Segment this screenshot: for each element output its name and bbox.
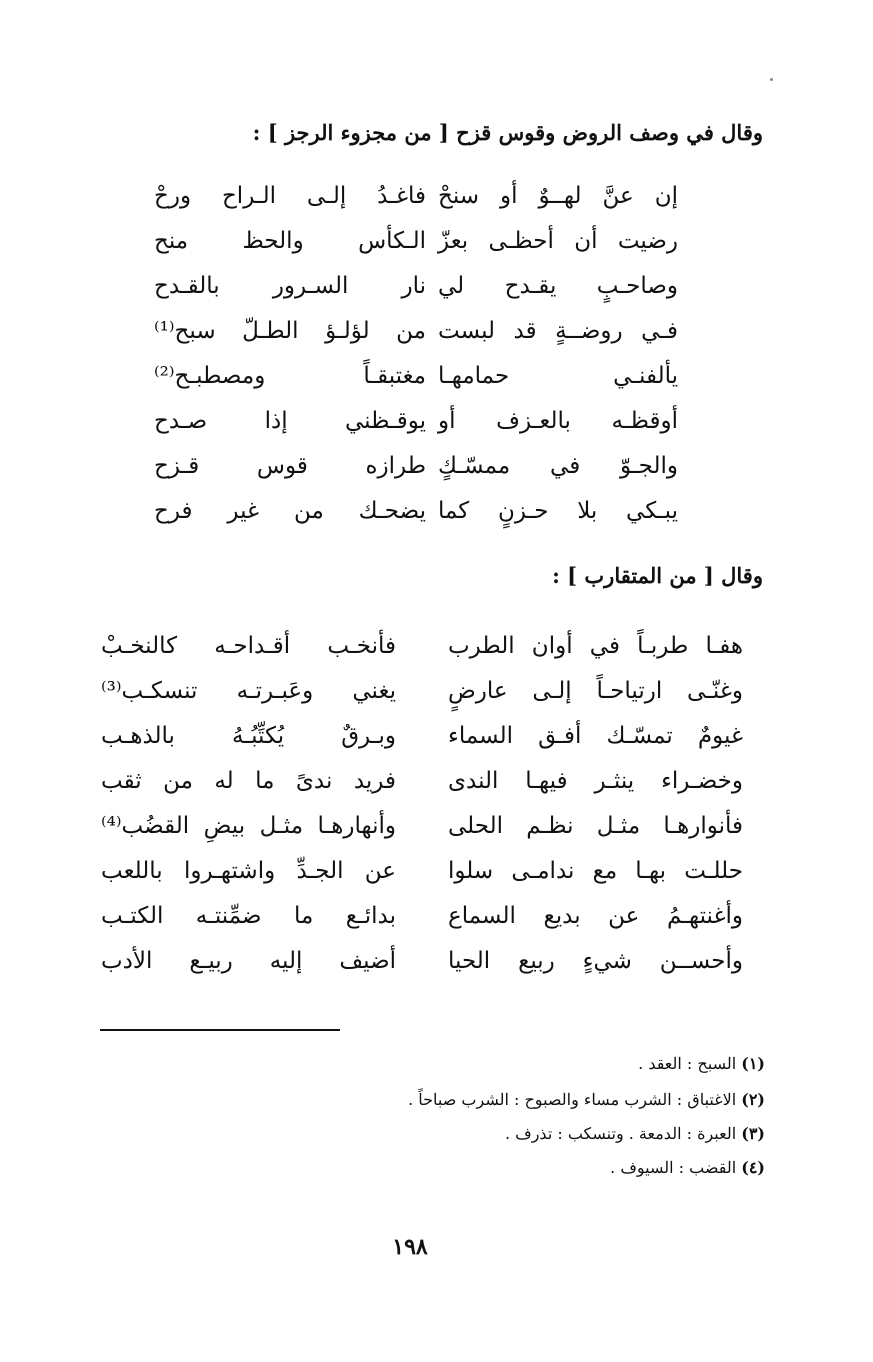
verse-second-hemistich: طرازه قوس قـزح xyxy=(154,453,426,479)
scan-speck xyxy=(770,78,773,81)
verse-first-hemistich: حللـت بهـا مع ندامـى سلوا xyxy=(448,858,743,884)
verse-second-hemistich: فريد ندىً ما له من ثقب xyxy=(101,768,396,794)
verse-second-hemistich: فأنخـب أقـداحـه كالنخـبْ xyxy=(101,633,396,659)
verse-first-hemistich: والجـوّ في ممسّـكٍ xyxy=(438,453,678,479)
poem2-verse xyxy=(0,761,873,801)
section2-heading: وقال [ من المتقارب ] : xyxy=(552,563,763,588)
poem1-verse xyxy=(0,221,873,261)
poem1-verse xyxy=(0,176,873,216)
poem2-verse xyxy=(0,626,873,666)
verse-first-hemistich: أوقظـه بالعـزف أو xyxy=(438,408,678,434)
verse-first-hemistich: وأحســن شيءٍ ربيع الحيا xyxy=(448,948,743,974)
verse-second-hemistich: مغتبقـاً ومصطبـح⁽²⁾ xyxy=(154,363,426,389)
footnote-text: العبرة : الدمعة . وتنسكب : تذرف . xyxy=(504,1124,737,1143)
poem2-verse xyxy=(0,851,873,891)
poem1-verse xyxy=(0,446,873,486)
verse-second-hemistich: وأنهارهـا مثـل بيضِ القضُب⁽⁴⁾ xyxy=(101,813,396,839)
footnote-text: السبح : العقد . xyxy=(638,1054,737,1073)
verse-second-hemistich: نار السـرور بالقـدح xyxy=(154,273,426,299)
page-number: ١٩٨ xyxy=(392,1234,428,1260)
footnote-divider xyxy=(100,1029,340,1031)
poem1-verse xyxy=(0,401,873,441)
verse-second-hemistich: فاغـدُ إلـى الـراح ورحْ xyxy=(154,183,426,209)
poem2-verse xyxy=(0,671,873,711)
verse-first-hemistich: يبـكي بلا حـزنٍ كما xyxy=(438,498,678,524)
verse-second-hemistich: أضيف إليه ربيـع الأدب xyxy=(101,948,396,974)
footnote-number: (٣) xyxy=(741,1124,765,1143)
verse-first-hemistich: يألفنـي حمامهـا xyxy=(438,363,678,389)
verse-first-hemistich: هفـا طربـاً في أوان الطرب xyxy=(448,633,743,659)
footnote xyxy=(408,1088,765,1112)
poem1-verse xyxy=(0,356,873,396)
verse-first-hemistich: فـي روضــةٍ قد لبست xyxy=(438,318,678,344)
verse-first-hemistich: وصاحـبٍ يقـدح لي xyxy=(438,273,678,299)
poem2-verse xyxy=(0,896,873,936)
verse-first-hemistich: وأغنتهـمُ عن بديع السماع xyxy=(448,903,743,929)
footnote xyxy=(638,1052,765,1076)
verse-first-hemistich: غيومٌ تمسّـك أفـق السماء xyxy=(448,723,743,749)
verse-first-hemistich: وغنّـى ارتياحـاً إلـى عارضٍ xyxy=(448,678,743,704)
verse-second-hemistich: عن الجـدِّ واشتهـروا باللعب xyxy=(101,858,396,884)
poem1-verse xyxy=(0,311,873,351)
verse-first-hemistich: وخضـراء ينثـر فيهـا الندى xyxy=(448,768,743,794)
section1-heading: وقال في وصف الروض وقوس قزح [ من مجزوء الرجز ] : xyxy=(252,120,763,145)
verse-first-hemistich: فأنوارهـا مثـل نظـم الحلى xyxy=(448,813,743,839)
poem2-verse xyxy=(0,806,873,846)
footnote-number: (٤) xyxy=(741,1158,765,1177)
verse-second-hemistich: بدائـع ما ضمِّنتـه الكتـب xyxy=(101,903,396,929)
footnote-text: الاغتباق : الشرب مساء والصبوح : الشرب صباحاً . xyxy=(408,1090,737,1109)
verse-first-hemistich: رضيت أن أحظـى بعزّ xyxy=(438,228,678,254)
verse-first-hemistich: إن عنَّ لهــوٌ أو سنحْ xyxy=(438,183,678,209)
poem2-verse xyxy=(0,941,873,981)
footnote-number: (١) xyxy=(741,1054,765,1073)
verse-second-hemistich: الـكأس والحظ منح xyxy=(154,228,426,254)
verse-second-hemistich: من لؤلـؤ الطـلّ سبح⁽¹⁾ xyxy=(154,318,426,344)
footnote xyxy=(610,1156,765,1180)
poem2-verse xyxy=(0,716,873,756)
poem1-verse xyxy=(0,491,873,531)
footnote-number: (٢) xyxy=(741,1090,765,1109)
verse-second-hemistich: وبـرقٌ يُكتِّبُـهُ بالذهـب xyxy=(101,723,396,749)
footnote xyxy=(505,1122,765,1146)
footnote-text: القضب : السيوف . xyxy=(610,1158,737,1177)
verse-second-hemistich: يوقـظني إذا صـدح xyxy=(154,408,426,434)
verse-second-hemistich: يضحـك من غير فرح xyxy=(154,498,426,524)
verse-second-hemistich: يغني وعَبـرتـه تنسكـب⁽³⁾ xyxy=(101,678,396,704)
poem1-verse xyxy=(0,266,873,306)
